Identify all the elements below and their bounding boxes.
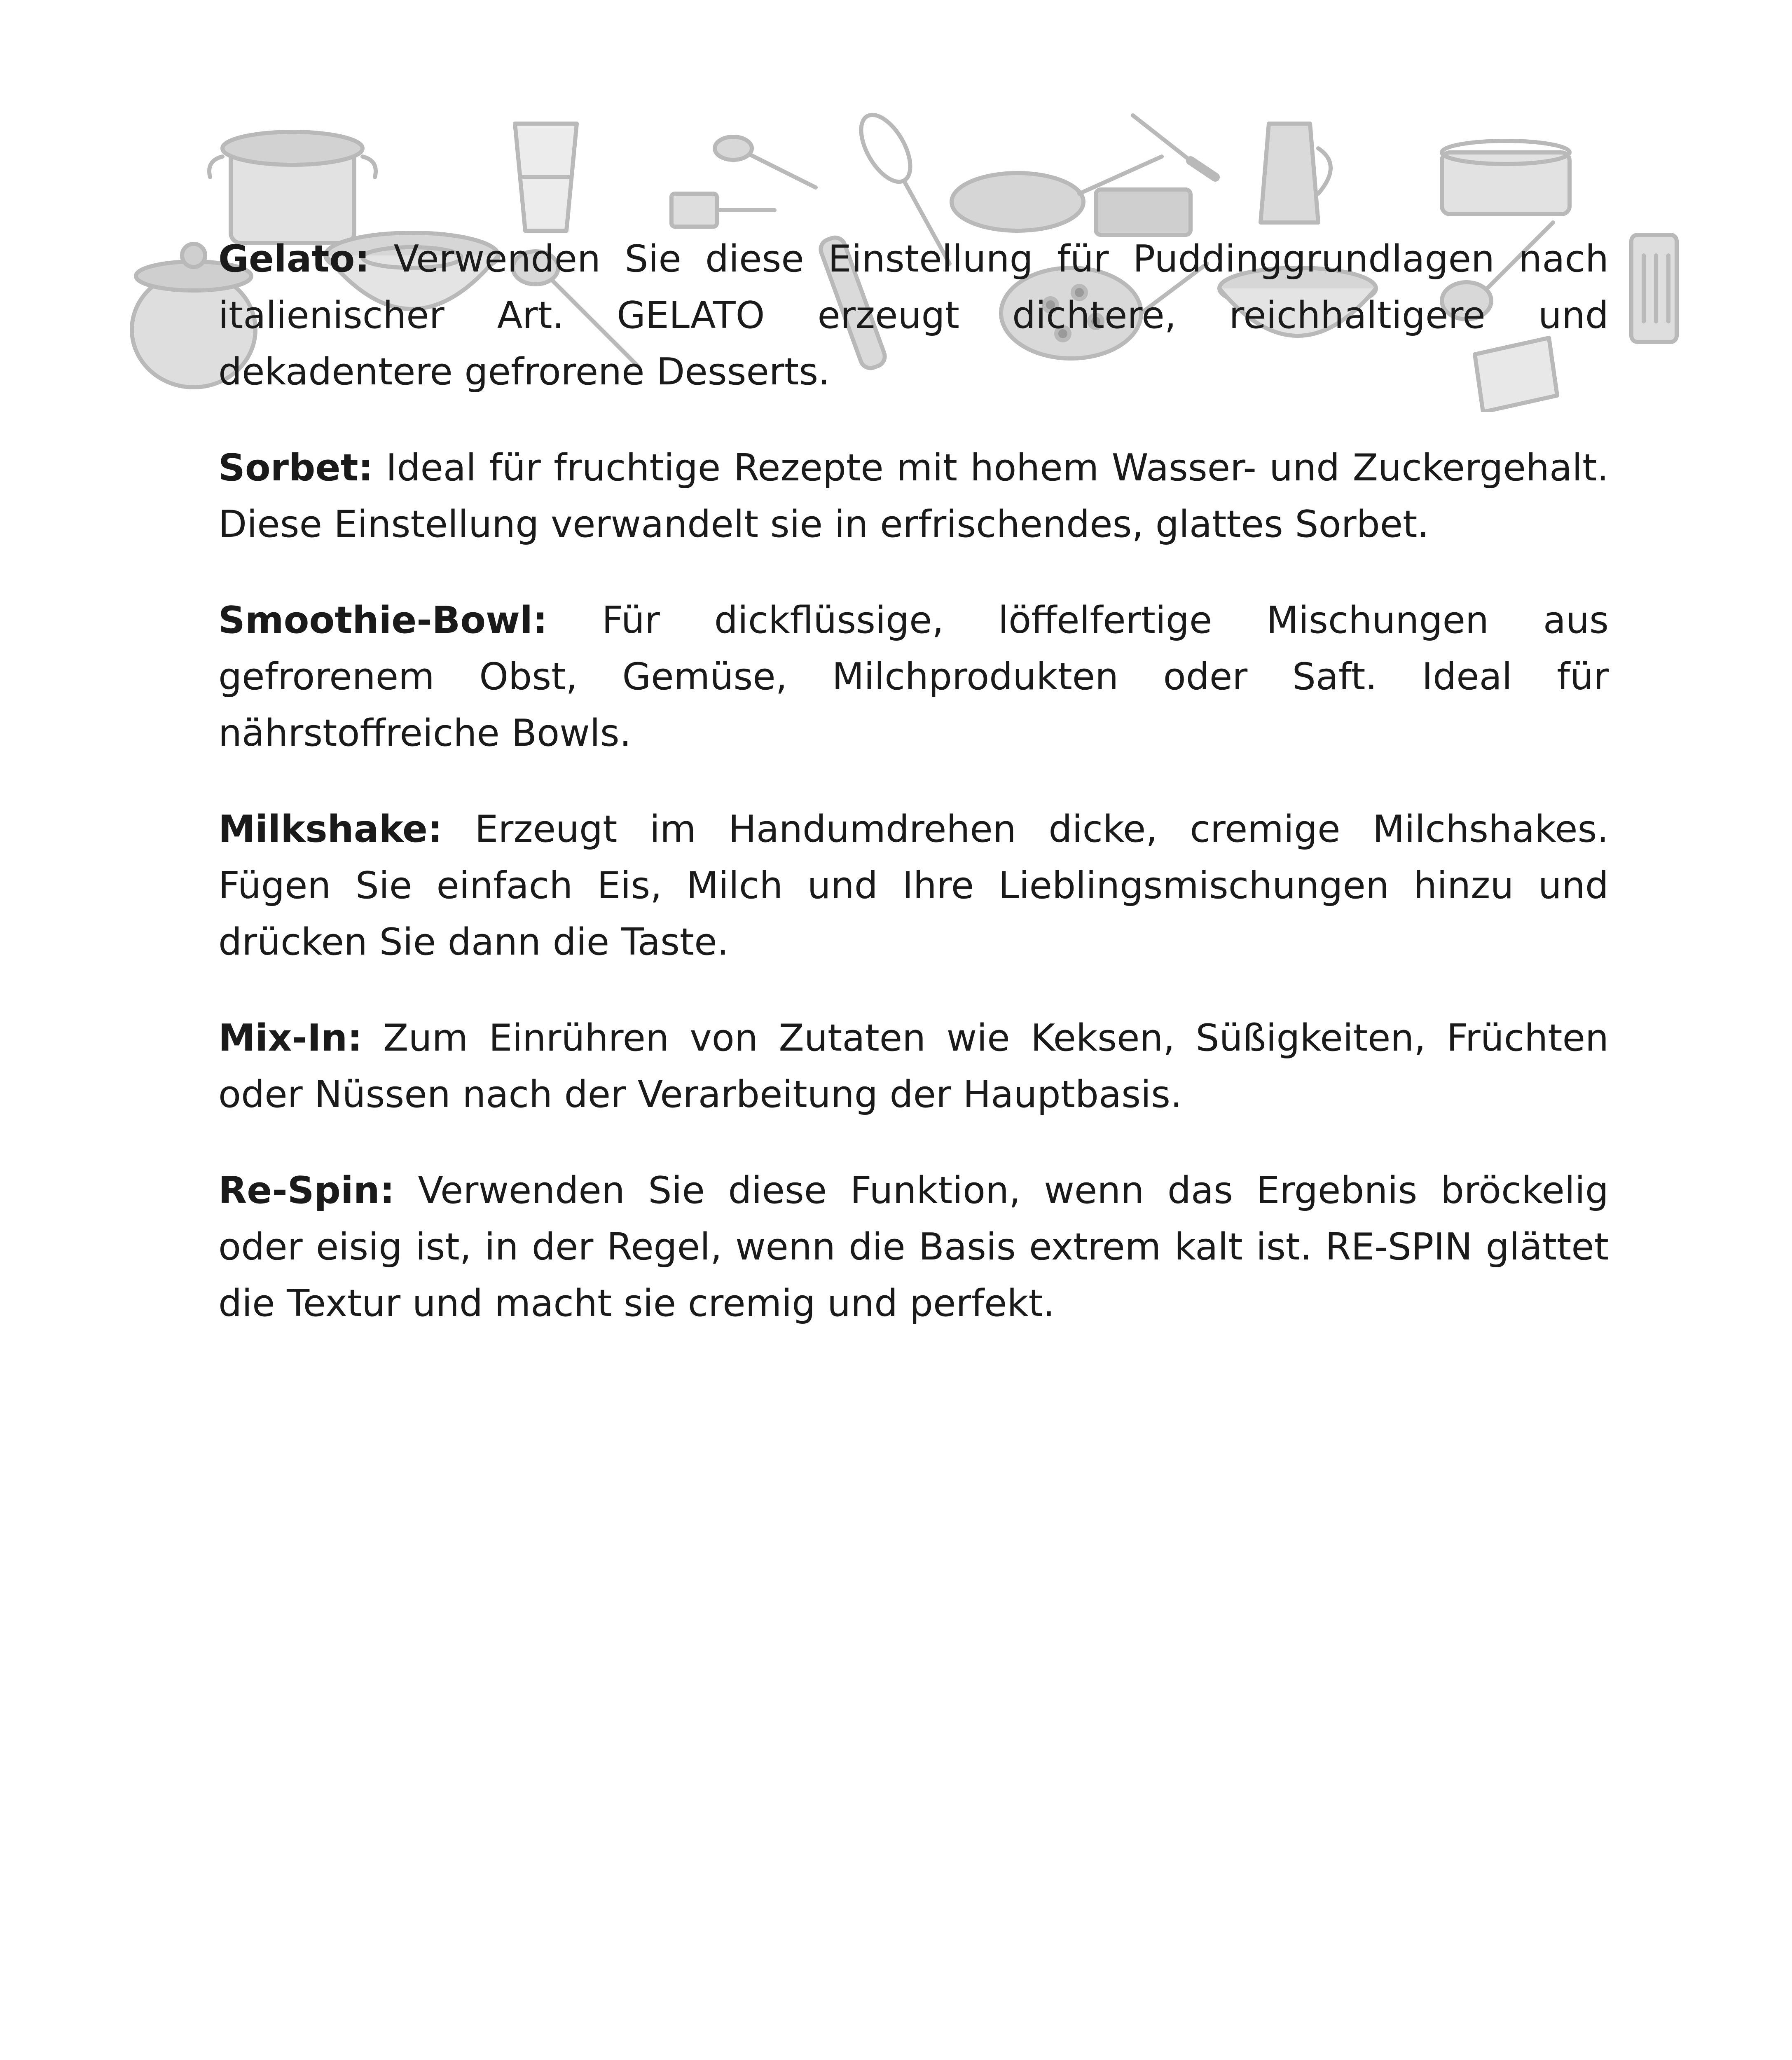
entry-description: Erzeugt im Handumdrehen dicke, cremige Milchshakes. Fügen Sie einfach Eis, Milch und Ihre Lieblingsmischungen hinzu und drücken Sie dann die Taste.: [218, 808, 1609, 964]
meat-cleaver-icon: [671, 194, 774, 227]
cake-tin-icon: [1442, 141, 1570, 214]
entry-re-spin: [218, 1162, 1609, 1332]
entry-term: Milkshake:: [218, 808, 442, 851]
entry-sorbet: [218, 440, 1609, 552]
main-content: [218, 231, 1609, 1371]
entry-milkshake: [218, 801, 1609, 970]
entry-mix-in: [218, 1010, 1609, 1123]
spoon-icon: [715, 137, 816, 187]
entry-description: Verwenden Sie diese Funktion, wenn das Ergebnis bröckelig oder eisig ist, in der Regel, wenn die Basis extrem kalt ist. RE-SPIN glättet die Textur und macht sie cremig und perfekt.: [218, 1169, 1609, 1325]
entry-gelato: [218, 231, 1609, 400]
knife-icon: [1133, 115, 1215, 177]
entry-description: Ideal für fruchtige Rezepte mit hohem Wasser- und Zuckergehalt. Diese Einstellung verwandelt sie in erfrischendes, glattes Sorbet.: [218, 446, 1609, 546]
entry-term: Sorbet:: [218, 446, 373, 489]
cutting-board-icon: [1096, 190, 1191, 235]
entry-term: Gelato:: [218, 237, 370, 281]
grater-icon: [1631, 235, 1677, 342]
entry-term: Re-Spin:: [218, 1169, 395, 1212]
entry-description: Verwenden Sie diese Einstellung für Puddinggrundlagen nach italienischer Art. GELATO erzeugt dichtere, reichhaltigere und dekadentere gefrorene Desserts.: [218, 237, 1609, 393]
cooking-pot-icon: [209, 132, 376, 243]
glass-icon: [515, 124, 577, 231]
entry-description: Zum Einrühren von Zutaten wie Keksen, Süßigkeiten, Früchten oder Nüssen nach der Verarbeitung der Hauptbasis.: [218, 1016, 1609, 1116]
entry-description: Für dickflüssige, löffelfertige Mischungen aus gefrorenem Obst, Gemüse, Milchprodukten oder Saft. Ideal für nährstoffreiche Bowls.: [218, 599, 1609, 755]
entry-smoothie-bowl: [218, 592, 1609, 761]
kettle-icon: [1261, 124, 1331, 222]
entry-term: Smoothie-Bowl:: [218, 599, 548, 642]
entry-term: Mix-In:: [218, 1016, 363, 1060]
